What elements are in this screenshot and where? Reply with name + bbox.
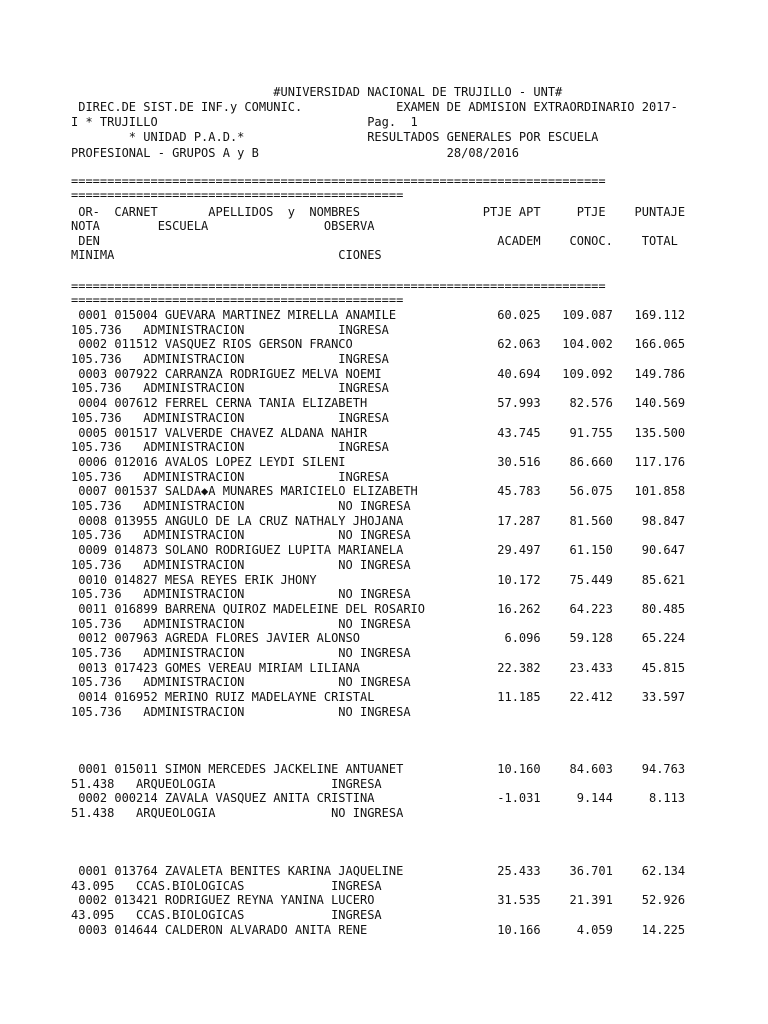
table-row-detail: 105.736 ADMINISTRACION NO INGRESA — [71, 587, 411, 602]
table-row: 0002 000214 ZAVALA VASQUEZ ANITA CRISTINA -1.031 9.144 8.113 — [71, 791, 686, 806]
table-row: 0005 001517 VALVERDE CHAVEZ ALDANA NAHIR 43.745 91.755 135.500 — [71, 425, 686, 440]
table-row-detail: 105.736 ADMINISTRACION INGRESA — [71, 351, 389, 366]
separator-top-2: ============================================== — [71, 188, 404, 202]
table-row: 0013 017423 GOMES VEREAU MIRIAM LILIANA 22.382 23.433 45.815 — [71, 660, 686, 675]
table-row-detail: 105.736 ADMINISTRACION NO INGRESA — [71, 675, 411, 690]
table-row: 0014 016952 MERINO RUIZ MADELAYNE CRISTAL 11.185 22.412 33.597 — [71, 690, 686, 705]
separator-top-1: ========================================================================== — [71, 174, 606, 188]
table-row-detail: 105.736 ADMINISTRACION NO INGRESA — [71, 616, 411, 631]
trujillo-page-line: I * TRUJILLO Pag. 1 — [71, 115, 418, 129]
table-row-detail: 105.736 ADMINISTRACION NO INGRESA — [71, 528, 411, 543]
table-row-detail: 105.736 ADMINISTRACION NO INGRESA — [71, 704, 411, 719]
column-header-row-3: DEN ACADEM CONOC. TOTAL — [71, 234, 678, 248]
table-row: 0001 015004 GUEVARA MARTINEZ MIRELLA ANAMILE 60.025 109.087 169.112 — [71, 308, 686, 322]
table-row-detail: 105.736 ADMINISTRACION INGRESA — [71, 440, 389, 455]
table-row-detail: 51.438 ARQUEOLOGIA INGRESA — [71, 776, 382, 791]
table-row: 0001 013764 ZAVALETA BENITES KARINA JAQUELINE 25.433 36.701 62.134 — [71, 864, 686, 878]
table-row-detail: 105.736 ADMINISTRACION INGRESA — [71, 410, 389, 425]
table-row: 0010 014827 MESA REYES ERIK JHONY 10.172 75.449 85.621 — [71, 572, 686, 587]
separator-mid-2: ============================================== — [71, 293, 404, 307]
table-row-detail: 105.736 ADMINISTRACION NO INGRESA — [71, 498, 411, 513]
school-date-line: PROFESIONAL - GRUPOS A y B 28/08/2016 — [71, 146, 519, 160]
table-row: 0002 011512 VASQUEZ RIOS GERSON FRANCO 62.063 104.002 166.065 — [71, 337, 686, 352]
university-title: #UNIVERSIDAD NACIONAL DE TRUJILLO - UNT# — [71, 85, 563, 99]
table-row-detail: 43.095 CCAS.BIOLOGICAS INGRESA — [71, 907, 382, 922]
direction-line: DIREC.DE SIST.DE INF.y COMUNIC. EXAMEN DE ADMISION EXTRAORDINARIO 2017- — [71, 100, 678, 114]
table-row-detail: 51.438 ARQUEOLOGIA NO INGRESA — [71, 805, 404, 820]
table-row: 0009 014873 SOLANO RODRIGUEZ LUPITA MARIANELA 29.497 61.150 90.647 — [71, 543, 686, 558]
unit-results-line: * UNIDAD P.A.D.* RESULTADOS GENERALES POR ESCUELA — [71, 130, 599, 144]
table-row-detail: 105.736 ADMINISTRACION NO INGRESA — [71, 557, 411, 572]
column-header-row-2: NOTA ESCUELA OBSERVA — [71, 219, 375, 233]
table-row: 0002 013421 RODRIGUEZ REYNA YANINA LUCERO 31.535 21.391 52.926 — [71, 893, 686, 908]
table-row: 0011 016899 BARRENA QUIROZ MADELEINE DEL ROSARIO 16.262 64.223 80.485 — [71, 602, 686, 616]
table-row: 0003 007922 CARRANZA RODRIGUEZ MELVA NOEMI 40.694 109.092 149.786 — [71, 366, 686, 381]
table-row: 0004 007612 FERREL CERNA TANIA ELIZABETH 57.993 82.576 140.569 — [71, 396, 686, 411]
table-row-detail: 105.736 ADMINISTRACION INGRESA — [71, 469, 389, 484]
table-row-detail: 43.095 CCAS.BIOLOGICAS INGRESA — [71, 878, 382, 893]
table-row-detail: 105.736 ADMINISTRACION INGRESA — [71, 322, 389, 337]
column-header-row-1: OR- CARNET APELLIDOS y NOMBRES PTJE APT PTJE PUNTAJE — [71, 205, 686, 219]
table-row: 0001 015011 SIMON MERCEDES JACKELINE ANTUANET 10.160 84.603 94.763 — [71, 762, 686, 776]
table-row: 0006 012016 AVALOS LOPEZ LEYDI SILENI 30.516 86.660 117.176 — [71, 455, 686, 469]
table-row-detail: 105.736 ADMINISTRACION INGRESA — [71, 381, 389, 396]
table-row-detail: 105.736 ADMINISTRACION NO INGRESA — [71, 645, 411, 660]
table-row: 0007 001537 SALDA◆A MUNARES MARICIELO ELIZABETH 45.783 56.075 101.858 — [71, 484, 686, 499]
table-row: 0008 013955 ANGULO DE LA CRUZ NATHALY JHOJANA 17.287 81.560 98.847 — [71, 513, 686, 528]
column-header-row-4: MINIMA CIONES — [71, 248, 382, 262]
table-row: 0003 014644 CALDERON ALVARADO ANITA RENE 10.166 4.059 14.225 — [71, 922, 686, 937]
separator-mid-1: ========================================================================== — [71, 279, 606, 293]
table-row: 0012 007963 AGREDA FLORES JAVIER ALONSO 6.096 59.128 65.224 — [71, 631, 686, 646]
